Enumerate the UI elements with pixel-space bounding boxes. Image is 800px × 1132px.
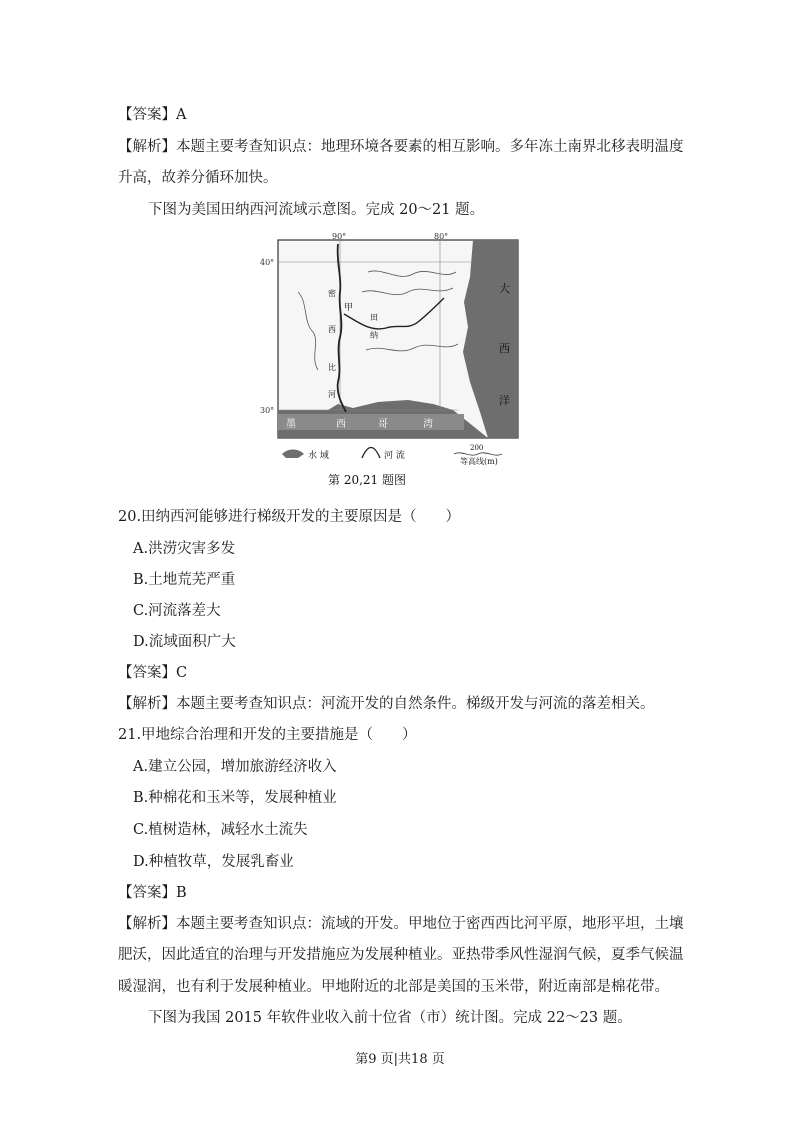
label-bi: 比 xyxy=(328,363,336,372)
explanation-19-line1: 【解析】本题主要考查知识点：地理环境各要素的相互影响。多年冻土南界北移表明温度 xyxy=(118,139,684,155)
legend-contour-value: 200 xyxy=(470,444,484,452)
answer-19: 【答案】A xyxy=(118,107,187,123)
explanation-21-line2: 肥沃，因此适宜的治理与开发措施应为发展种植业。亚热带季风性湿润气候，夏季气候温 xyxy=(118,947,684,963)
gulf-label-2: 西 xyxy=(336,419,346,430)
ocean-label-2: 西 xyxy=(499,342,510,355)
legend-river-label: 河 流 xyxy=(384,451,405,461)
label-jia: 甲 xyxy=(344,303,354,313)
legend-water-icon xyxy=(282,450,304,459)
lat-40-label: 40° xyxy=(260,258,275,267)
legend-contour-icon xyxy=(454,453,502,455)
page-footer: 第9 页|共18 页 xyxy=(355,1052,445,1067)
q20-option-d: D.流域面积广大 xyxy=(133,634,236,650)
intro-20-21: 下图为美国田纳西河流域示意图。完成 20～21 题。 xyxy=(148,202,485,218)
gulf-label-3: 哥 xyxy=(378,419,388,430)
intro-22-23: 下图为我国 2015 年软件业收入前十位省（市）统计图。完成 22～23 题。 xyxy=(148,1010,632,1026)
explanation-21-line1: 【解析】本题主要考查知识点：流域的开发。甲地位于密西西比河平原，地形平坦，土壤 xyxy=(118,916,684,932)
q20-option-b: B.土地荒芜严重 xyxy=(133,572,236,588)
legend-water-label: 水 域 xyxy=(308,451,329,461)
label-he: 河 xyxy=(328,390,336,399)
answer-20: 【答案】C xyxy=(118,665,188,681)
explanation-20: 【解析】本题主要考查知识点：河流开发的自然条件。梯级开发与河流的落差相关。 xyxy=(118,696,655,712)
legend-river-icon xyxy=(362,448,380,459)
q21-option-d: D.种植牧草，发展乳畜业 xyxy=(133,854,294,870)
label-xi: 西 xyxy=(328,325,336,334)
q21-option-a: A.建立公园，增加旅游经济收入 xyxy=(133,759,337,775)
label-tian: 田 xyxy=(370,313,378,322)
q20-option-a: A.洪涝灾害多发 xyxy=(133,541,236,557)
map-svg xyxy=(258,232,520,490)
legend-contour-label: 等高线(m) xyxy=(460,457,498,466)
tennessee-river-map xyxy=(258,232,520,490)
label-mi: 密 xyxy=(328,289,336,298)
gulf-label-1: 墨 xyxy=(286,419,296,430)
explanation-19-line2: 升高，故养分循环加快。 xyxy=(118,170,278,186)
question-20: 20.田纳西河能够进行梯级开发的主要原因是（ ） xyxy=(118,509,461,525)
lon-90-label: 90° xyxy=(332,232,347,241)
ocean-label-1: 大 xyxy=(499,282,510,295)
explanation-21-line3: 暖湿润，也有利于发展种植业。甲地附近的北部是美国的玉米带，附近南部是棉花带。 xyxy=(118,979,669,995)
lat-30-label: 30° xyxy=(260,406,275,415)
answer-21: 【答案】B xyxy=(118,885,187,901)
gulf-label-4: 湾 xyxy=(423,419,433,430)
question-21: 21.甲地综合治理和开发的主要措施是（ ） xyxy=(118,727,417,743)
lon-80-label: 80° xyxy=(434,232,449,241)
q21-option-c: C.植树造林，减轻水土流失 xyxy=(133,822,308,838)
label-na: 纳 xyxy=(370,331,378,340)
q21-option-b: B.种棉花和玉米等，发展种植业 xyxy=(133,790,337,806)
gulf-inner-band xyxy=(278,414,464,430)
map-caption: 第 20,21 题图 xyxy=(328,473,406,487)
ocean-label-3: 洋 xyxy=(499,394,510,407)
q20-option-c: C.河流落差大 xyxy=(133,603,221,619)
